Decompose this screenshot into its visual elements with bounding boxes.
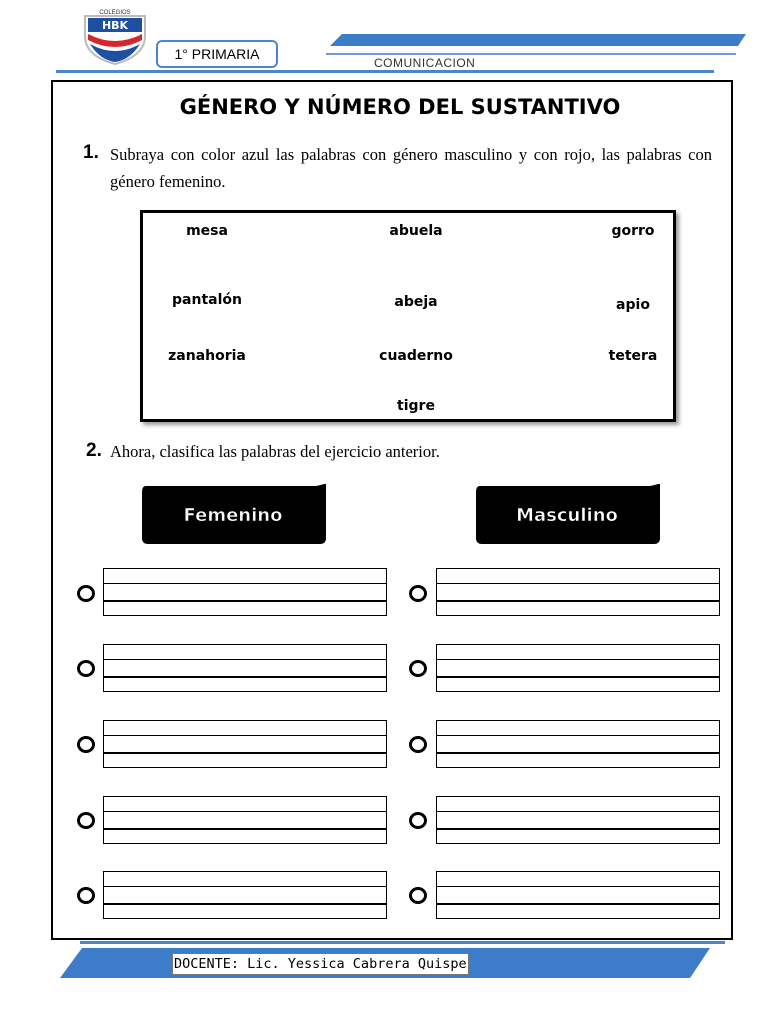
word-item: gorro bbox=[611, 223, 655, 239]
word-item: cuaderno bbox=[379, 348, 453, 364]
grade-box bbox=[156, 40, 278, 68]
word-item: pantalón bbox=[172, 292, 242, 308]
masculino-writing-line[interactable] bbox=[436, 796, 720, 844]
word-item: tigre bbox=[397, 398, 435, 414]
bullet-circle bbox=[409, 660, 427, 677]
grade-label: 1° PRIMARIA bbox=[174, 46, 260, 62]
exercise-1-instruction: Subraya con color azul las palabras con género masculino y con rojo, las palabras con género femenino. bbox=[110, 145, 712, 191]
bullet-circle bbox=[409, 887, 427, 904]
word-item: mesa bbox=[186, 223, 228, 239]
word-item: apio bbox=[616, 297, 650, 313]
word-box bbox=[140, 210, 676, 422]
exercise-1-number: 1. bbox=[83, 142, 99, 163]
logo-subtext: COLEGIOS bbox=[99, 10, 131, 16]
word-item: zanahoria bbox=[168, 348, 246, 364]
bullet-circle bbox=[409, 812, 427, 829]
school-logo bbox=[80, 8, 150, 66]
worksheet-title: GÉNERO Y NÚMERO DEL SUSTANTIVO bbox=[179, 95, 621, 119]
femenino-heading bbox=[140, 484, 326, 546]
femenino-label: Femenino bbox=[183, 504, 283, 526]
exercise-2-instruction: Ahora, clasifica las palabras del ejercicio anterior. bbox=[110, 442, 440, 461]
femenino-writing-line[interactable] bbox=[103, 720, 387, 768]
femenino-writing-line[interactable] bbox=[103, 796, 387, 844]
femenino-writing-line[interactable] bbox=[103, 568, 387, 616]
masculino-heading bbox=[474, 484, 660, 546]
femenino-writing-line[interactable] bbox=[103, 644, 387, 692]
bullet-circle bbox=[77, 585, 95, 602]
bullet-circle bbox=[77, 812, 95, 829]
teacher-name: DOCENTE: Lic. Yessica Cabrera Quispe bbox=[172, 953, 469, 975]
masculino-writing-line[interactable] bbox=[436, 644, 720, 692]
masculino-writing-line[interactable] bbox=[436, 568, 720, 616]
word-item: tetera bbox=[608, 348, 658, 364]
subject-label: COMUNICACION bbox=[374, 56, 476, 68]
femenino-writing-line[interactable] bbox=[103, 871, 387, 919]
bullet-circle bbox=[77, 736, 95, 753]
footer-divider bbox=[80, 941, 725, 944]
word-item: abuela bbox=[389, 223, 443, 239]
masculino-writing-line[interactable] bbox=[436, 720, 720, 768]
masculino-label: Masculino bbox=[516, 504, 618, 526]
word-item: abeja bbox=[394, 294, 438, 310]
masculino-writing-line[interactable] bbox=[436, 871, 720, 919]
bullet-circle bbox=[409, 736, 427, 753]
header-divider bbox=[56, 70, 714, 73]
bullet-circle bbox=[77, 660, 95, 677]
bullet-circle bbox=[77, 887, 95, 904]
exercise-2-number: 2. bbox=[86, 440, 102, 461]
bullet-circle bbox=[409, 585, 427, 602]
logo-text: HBK bbox=[101, 19, 129, 32]
